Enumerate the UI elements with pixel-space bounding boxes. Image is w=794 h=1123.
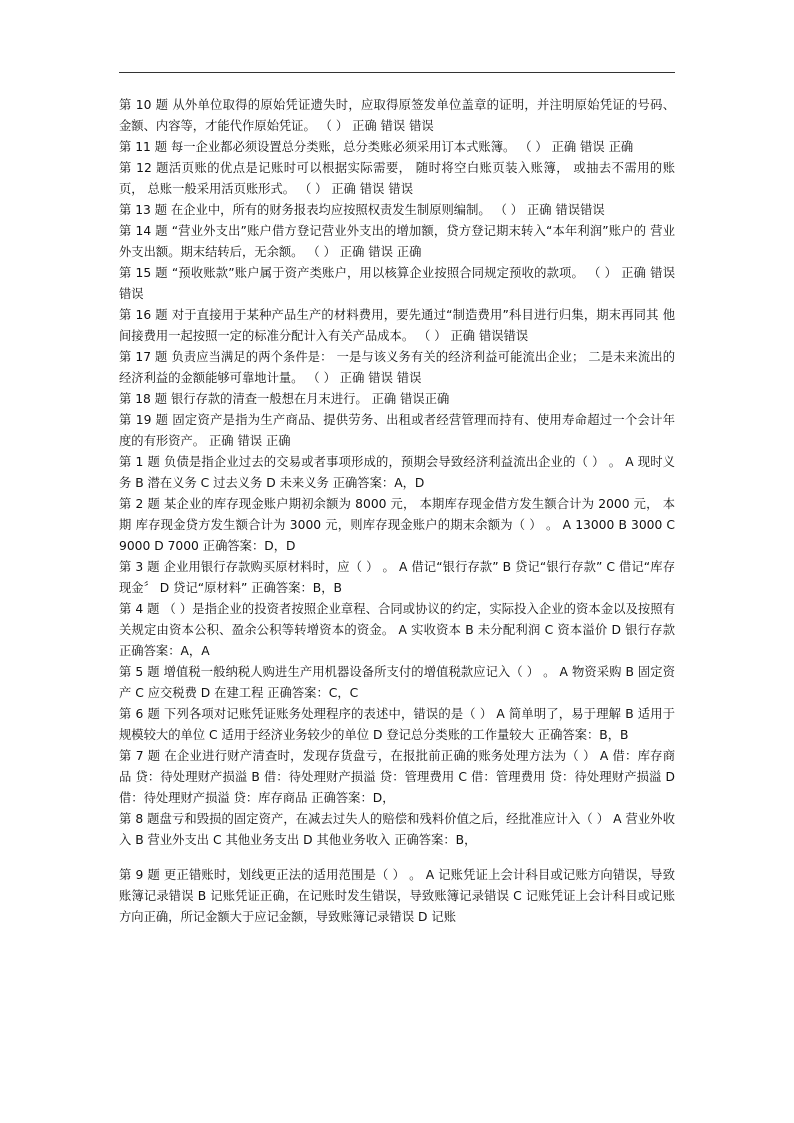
question-12: 第 12 题活页账的优点是记账时可以根据实际需要， 随时将空白账页装入账簿， 或抽去不需用的账页， 总账一般采用活页账形式。 （ ） 正确 错误 错误 [119, 161, 675, 196]
question-17: 第 17 题 负责应当满足的两个条件是： 一是与该义务有关的经济利益可能流出企业； 二是未来流出的 经济利益的金额能够可靠地计量。 （ ） 正确 错误 错误 [119, 350, 675, 385]
question-10: 第 10 题 从外单位取得的原始凭证遗失时，应取得原签发单位盖章的证明，并注明原始凭证的号码、 金额、内容等，才能代作原始凭证。 （ ） 正确 错误 错误 [119, 98, 675, 133]
question-16: 第 16 题 对于直接用于某种产品生产的材料费用，要先通过“制造费用”科目进行归集，期末再同其 他间接费用一起按照一定的标准分配计入有关产品成本。 （ ） 正确 错误错误 [119, 308, 675, 343]
mc-question-3: 第 3 题 企业用银行存款购买原材料时，应（ ） 。 A 借记“银行存款” B 贷记“银行存款” C 借记“库存现金〞 D 贷记“原材料” 正确答案：B，B [119, 560, 675, 595]
mc-question-9: 第 9 题 更正错账时，划线更正法的适用范围是（ ） 。 A 记账凭证上会计科目或记账方向错误，导致账簿记录错误 B 记账凭证正确，在记账时发生错误，导致账簿记录错误 C 记账凭证上会计科目或记账方向正确，所记金额大于应记金额，导致账簿记录错误 D 记账 [119, 868, 675, 924]
mc-question-8: 第 8 题盘亏和毁损的固定资产，在减去过失人的赔偿和残料价值之后，经批准应计入（ ） A 营业外收入 B 营业外支出 C 其他业务支出 D 其他业务收入 正确答案：B， [119, 812, 675, 847]
question-19: 第 19 题 固定资产是指为生产商品、提供劳务、出租或者经营管理而持有、使用寿命超过一个会计年 度的有形资产。 正确 错误 正确 [119, 413, 675, 448]
mc-question-1: 第 1 题 负债是指企业过去的交易或者事项形成的，预期会导致经济利益流出企业的（ ） 。 A 现时义务 B 潜在义务 C 过去义务 D 未来义务 正确答案：A，D [119, 455, 675, 490]
mc-question-7: 第 7 题 在企业进行财产清查时，发现存货盘亏，在报批前正确的账务处理方法为（ ） A 借：库存商品 贷：待处理财产损溢 B 借：待处理财产损溢 贷：管理费用 C 借：管理费用 贷：待处理财产损溢 D 借：待处理财产损溢 贷：库存商品 正确答案：D， [119, 749, 675, 805]
document-body [119, 95, 675, 928]
question-11: 第 11 题 每一企业都必须设置总分类账，总分类账必须采用订本式账簿。 （ ） 正确 错误 正确 [119, 140, 634, 154]
question-18: 第 18 题 银行存款的清查一般想在月末进行。 正确 错误正确 [119, 392, 450, 406]
mc-question-4: 第 4 题 （ ）是指企业的投资者按照企业章程、合同或协议的约定，实际投入企业的资本金以及按照有关规定由资本公积、盈余公积等转增资本的资金。 A 实收资本 B 未分配利润 C 资本溢价 D 银行存款 正确答案：A，A [119, 602, 675, 658]
question-13: 第 13 题 在企业中，所有的财务报表均应按照权责发生制原则编制。 （ ） 正确 错误错误 [119, 203, 605, 217]
mc-question-6: 第 6 题 下列各项对记账凭证账务处理程序的表述中，错误的是（ ） A 简单明了，易于理解 B 适用于规模较大的单位 C 适用于经济业务较少的单位 D 登记总分类账的工作量较大 正确答案：B，B [119, 707, 675, 742]
question-14: 第 14 题 “营业外支出”账户借方登记营业外支出的增加额，贷方登记期末转入“本年利润”账户的 营业外支出额。期末结转后，无余额。 （ ） 正确 错误 正确 [119, 224, 675, 259]
header-rule [119, 72, 675, 73]
mc-question-2: 第 2 题 某企业的库存现金账户期初余额为 8000 元， 本期库存现金借方发生额合计为 2000 元， 本期 库存现金贷方发生额合计为 3000 元，则库存现金账户的期末余额为（ ） 。 A 13000 B 3000 C 9000 D 7000 正确答案：D，D [119, 497, 675, 553]
mc-question-5: 第 5 题 增值税一般纳税人购进生产用机器设备所支付的增值税款应记入（ ） 。 A 物资采购 B 固定资产 C 应交税费 D 在建工程 正确答案：C，C [119, 665, 675, 700]
question-15: 第 15 题 “预收账款”账户属于资产类账户，用以核算企业按照合同规定预收的款项。 （ ） 正确 错误 错误 [119, 266, 675, 301]
